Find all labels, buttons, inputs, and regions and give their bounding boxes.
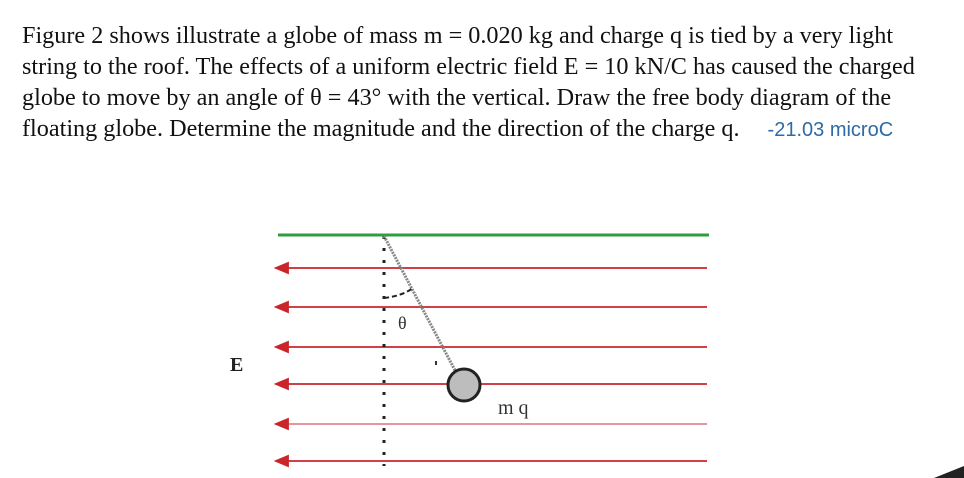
field-arrow-head bbox=[276, 419, 288, 429]
field-arrow-head bbox=[276, 342, 288, 352]
field-label: E bbox=[230, 354, 244, 376]
field-arrow-head bbox=[276, 263, 288, 273]
charged-globe bbox=[448, 369, 480, 401]
angle-label: θ bbox=[398, 313, 407, 333]
field-arrow-head bbox=[276, 379, 288, 389]
mass-charge-label: m q bbox=[498, 397, 529, 419]
angle-arc bbox=[384, 288, 413, 298]
string bbox=[384, 236, 458, 376]
field-lines bbox=[276, 263, 707, 466]
field-arrow-head bbox=[276, 456, 288, 466]
answer-text: -21.03 microC bbox=[767, 119, 894, 141]
corner-decoration bbox=[934, 466, 964, 478]
field-arrow-head bbox=[276, 302, 288, 312]
problem-text: Figure 2 shows illustrate a globe of mass m = 0.020 kg and charge q is tied by a very light string to the roof. The effects of a uniform electric field E = 10 kN/C has caused the charged globe to move by an angle of θ = 43° with the vertical. Draw the free body diagram of the floating globe. Determine the magnitude and the direction of the charge q. bbox=[22, 22, 915, 142]
